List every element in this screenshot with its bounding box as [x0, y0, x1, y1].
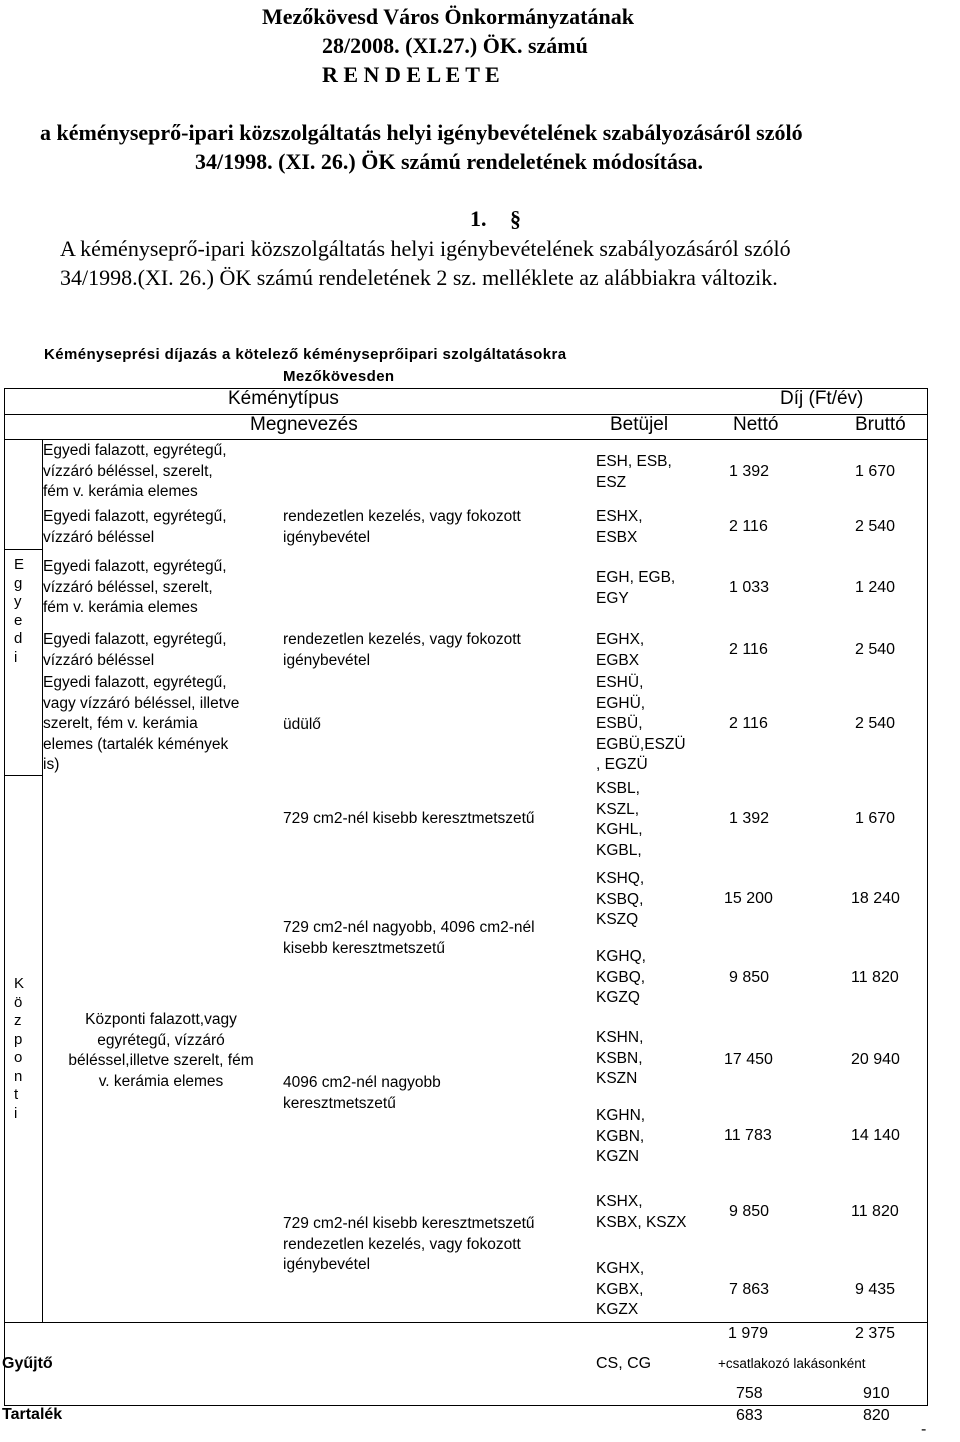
- section-number: 1.: [470, 206, 487, 231]
- table-row-netto: 2 116: [729, 715, 768, 732]
- table-row-code: KSBL, KSZL, KGHL, KGBL,: [596, 780, 643, 859]
- group-label-kozponti: K ö z p o n t i: [14, 975, 25, 1122]
- table-row-code: KSHQ, KSBQ, KSZQ: [596, 870, 645, 928]
- title-line-1: Mezőkövesd Város Önkormányzatának: [262, 4, 634, 29]
- header-kemenytipus: Kéménytípus: [228, 388, 339, 409]
- table-row-code: EGHX, EGBX: [596, 631, 645, 669]
- section-text-2: 34/1998.(XI. 26.) ÖK számú rendeletének 2 sz. melléklete az alábbiakra változik.: [60, 265, 778, 290]
- table-row-netto: 1 033: [729, 579, 770, 596]
- title-line-3: R E N D E L E T E: [322, 62, 500, 87]
- kozponti-name: Központi falazott,vagy egyrétegű, vízzáró béléssel,illetve szerelt, fém v. kerámia elemes: [68, 1011, 254, 1090]
- table-row-netto: 9 850: [729, 1203, 770, 1220]
- gyujto-label: Gyűjtő: [2, 1355, 53, 1372]
- title-line-2: 28/2008. (XI.27.) ÖK. számú: [322, 33, 588, 58]
- group-label-egyedi: E g y e d i: [14, 556, 25, 666]
- subtitle-line-2: 34/1998. (XI. 26.) ÖK számú rendeletének módosítása.: [195, 149, 704, 174]
- tartalek-netto: 683: [736, 1407, 763, 1424]
- table-row-code: ESHX, ESBX: [596, 508, 643, 546]
- table-row-brutto: 2 540: [855, 641, 896, 658]
- tartalek-label: Tartalék: [2, 1406, 63, 1423]
- table-row-name: Egyedi falazott, egyrétegű, vízzáró béléssel, szerelt, fém v. kerámia elemes: [43, 558, 227, 616]
- table-row-netto: 1 392: [729, 810, 770, 827]
- section-symbol: §: [510, 206, 521, 231]
- subtitle-line-1: a kéményseprő-ipari közszolgáltatás helyi igénybevételének szabályozásáról szóló: [40, 120, 803, 145]
- table-row-name: Egyedi falazott, egyrétegű, vízzáró béléssel, szerelt, fém v. kerámia elemes: [43, 442, 227, 500]
- table-row-sub: rendezetlen kezelés, vagy fokozott igénybevétel: [283, 508, 521, 546]
- table-row-brutto: 9 435: [855, 1281, 896, 1298]
- table-row-brutto: 1 670: [855, 810, 896, 827]
- table-title: Kéményseprési díjazás a kötelező kéményseprőipari szolgáltatásokra: [44, 346, 567, 363]
- header-netto: Nettó: [733, 414, 779, 435]
- table-row-code: KSHX, KSBX, KSZX: [596, 1193, 687, 1231]
- table-row-brutto: 1 240: [855, 579, 896, 596]
- table-row-code: ESH, ESB, ESZ: [596, 453, 672, 491]
- table-row-netto: 1 392: [729, 463, 770, 480]
- header-brutto: Bruttó: [855, 414, 906, 435]
- table-row-code: EGH, EGB, EGY: [596, 569, 676, 607]
- table-row-name: Egyedi falazott, egyrétegű, vagy vízzáró béléssel, illetve szerelt, fém v. kerámia elemes (tartalék kémények is): [43, 674, 240, 773]
- table-row-netto: 17 450: [724, 1051, 773, 1068]
- table-row-brutto: 20 940: [851, 1051, 900, 1068]
- table-row-brutto: 14 140: [851, 1127, 900, 1144]
- table-row-sub: üdülő: [283, 716, 321, 733]
- kozponti-sub: 4096 cm2-nél nagyobb keresztmetszetű: [283, 1074, 441, 1112]
- table-row-netto: 11 783: [724, 1127, 772, 1144]
- table-row-brutto: 11 820: [851, 1203, 899, 1220]
- table-row-brutto: 11 820: [851, 969, 899, 986]
- gyujto-code: CS, CG: [596, 1355, 652, 1372]
- table-row-netto: 7 863: [729, 1281, 770, 1298]
- table-row-netto: 2 116: [729, 641, 768, 658]
- table-row-netto: 9 850: [729, 969, 770, 986]
- table-row-name: Egyedi falazott, egyrétegű, vízzáró béléssel: [43, 508, 227, 546]
- section-text-1: A kéményseprő-ipari közszolgáltatás helyi igénybevételének szabályozásáról szóló: [60, 236, 791, 261]
- header-dij: Díj (Ft/év): [780, 388, 864, 409]
- table-subtitle: Mezőkövesden: [283, 368, 395, 385]
- table-row-code: KGHQ, KGBQ, KGZQ: [596, 948, 646, 1006]
- table-row-code: KSHN, KSBN, KSZN: [596, 1029, 644, 1087]
- table-row-brutto: 2 540: [855, 715, 896, 732]
- tartalek-brutto: 820: [863, 1407, 890, 1424]
- table-row-brutto: 2 540: [855, 518, 896, 535]
- kozponti-sub: 729 cm2-nél nagyobb, 4096 cm2-nél kisebb keresztmetszetű: [283, 919, 535, 957]
- table-row-name: Egyedi falazott, egyrétegű, vízzáró béléssel: [43, 631, 227, 669]
- table-row-code: KGHN, KGBN, KGZN: [596, 1107, 646, 1165]
- table-row-brutto: 1 670: [855, 463, 896, 480]
- table-row-brutto: 18 240: [851, 890, 900, 907]
- gyujto-note: +csatlakozó lakásonként: [718, 1356, 866, 1371]
- table-row-code: ESHÜ, EGHÜ, ESBÜ, EGBÜ,ESZÜ , EGZÜ: [596, 674, 686, 773]
- gyujto-brutto-2: 910: [863, 1385, 890, 1402]
- gyujto-brutto: 2 375: [855, 1325, 896, 1342]
- header-megnevezes: Megnevezés: [250, 414, 358, 435]
- table-row-sub: rendezetlen kezelés, vagy fokozott igénybevétel: [283, 631, 521, 669]
- table-row-code: KGHX, KGBX, KGZX: [596, 1260, 645, 1318]
- table-row-netto: 2 116: [729, 518, 768, 535]
- table-row-netto: 15 200: [724, 890, 773, 907]
- tartalek-dash: -: [921, 1421, 927, 1438]
- kozponti-sub: 729 cm2-nél kisebb keresztmetszetű: [283, 810, 535, 827]
- header-betujel: Betüjel: [610, 414, 669, 435]
- kozponti-sub: 729 cm2-nél kisebb keresztmetszetű rendezetlen kezelés, vagy fokozott igénybevétel: [283, 1215, 535, 1273]
- gyujto-netto-2: 758: [736, 1385, 763, 1402]
- gyujto-netto: 1 979: [728, 1325, 769, 1342]
